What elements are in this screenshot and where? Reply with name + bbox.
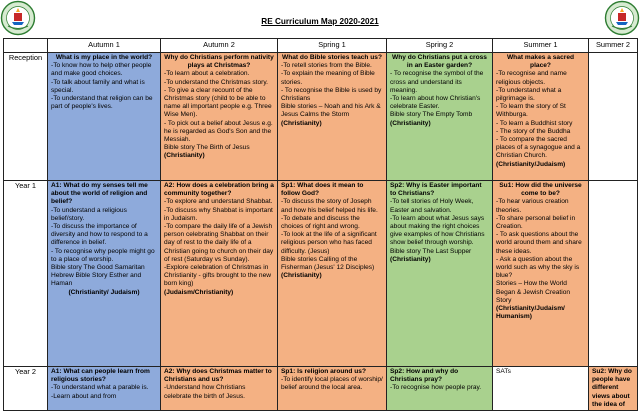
cell-religion-tag: (Christianity/ Judaism) [68, 288, 140, 296]
cell-line: -Learn about and from [51, 392, 117, 400]
cell-line: Bible story The Good Samaritan [51, 264, 145, 272]
cell-reception-spring-1 [278, 53, 387, 181]
document-title: RE Curriculum Map 2020-2021 [261, 17, 379, 26]
header-spring-2: Spring 2 [387, 39, 493, 53]
cell-line: -To learn about what Jesus says about making the right choices give examples of how Christians show belief through worship. [390, 214, 485, 247]
cell-line: Bible story The Birth of Jesus [164, 144, 250, 152]
cell-question: A2: How does a celebration bring a community together? [164, 182, 274, 198]
cell-question: Why do Christians put a cross in an Easter garden? [392, 54, 487, 70]
cell-line: - Ask a question about the world such as why the sky is blue? [496, 255, 580, 280]
cell-line: -To recognise and name religious objects. [496, 70, 567, 86]
cell-line: - To learn a Buddhist story [496, 119, 573, 127]
cell-question: Sp2: Why is Easter important to Christians? [390, 182, 482, 198]
cell-line: Bible story The Last Supper [390, 247, 472, 255]
cell-line: -To retell stories from the Bible. [281, 62, 372, 70]
cell-line: -To explain the meaning of Bible stories. [281, 70, 375, 86]
cell-question: A1: What can people learn from religious stories? [51, 368, 150, 384]
cell-line: -To explore and understand Shabbat. [164, 198, 273, 206]
cell-line: -To learn about how Christian's celebrate Easter. [390, 95, 481, 111]
row-label-reception: Reception [4, 53, 48, 181]
cell-question: What is my place in the world? [55, 54, 153, 61]
cell-line: -Explore celebration of Christmas in Christianity - gifts brought to the new born king) [164, 264, 272, 288]
cell-religion-tag: (Christianity) [390, 119, 431, 127]
cell-year1-autumn-2 [161, 181, 278, 367]
cell-line: - The story of the Buddha [496, 127, 571, 135]
cell-question: Su1: How did the universe come to be? [499, 182, 582, 198]
cell-year1-summer-2 [589, 181, 638, 367]
cell-question: Sp1: What does it mean to follow God? [281, 182, 364, 198]
header-autumn-1: Autumn 1 [48, 39, 161, 53]
cell-line: Stories – How the World Began & Jewish Creation Story [496, 280, 571, 304]
cell-line: - To recognise the Bible is used by Christians [281, 86, 382, 103]
cell-line: -To know how to help other people and make good choices. [51, 62, 152, 78]
cell-line: Bible stories Calling of the Fisherman (Jesus' 12 Disciples) [281, 255, 375, 272]
cell-question: Sp2: How and why do Christians pray? [390, 368, 459, 384]
cell-year1-spring-2 [387, 181, 493, 367]
cell-line: -To understand what a pilgrimage is. [496, 86, 562, 103]
cell-year2-summer-1: SATs [493, 367, 589, 411]
cell-line: -To understand that religion can be part of people's lives. [51, 95, 153, 111]
cell-religion-tag: (Christianity) [281, 272, 322, 280]
cell-line: -To understand the Christmas story. [164, 78, 268, 86]
cell-religion-tag: (Judaism/Christianity) [164, 288, 234, 296]
cell-reception-spring-2 [387, 53, 493, 181]
cell-reception-summer-2 [589, 53, 638, 181]
cell-year1-summer-1 [493, 181, 589, 367]
cell-question: Sp1: Is religion around us? [281, 368, 366, 375]
cell-line: -To understand a religious belief/story. [51, 206, 127, 222]
cell-reception-autumn-2 [161, 53, 278, 181]
cell-line: -To recognise how people pray. [390, 384, 482, 392]
cell-religion-tag: (Christianity/Judaism) [496, 160, 566, 168]
header-row [4, 39, 638, 53]
cell-question: What makes a sacred place? [506, 54, 575, 70]
cell-line: - To ask questions about the world around them and share these ideas. [496, 231, 582, 255]
cell-line: -To compare the daily life of a Jewish person celebrating Shabbat on their day of rest to the daily life of a Christian going to church on their day of rest (Saturday vs Sunday). [164, 223, 274, 263]
cell-line: - To pick out a belief about Jesus e.g. he is regarded as God's Son and the Messiah. [164, 119, 273, 144]
cell-line: -To discuss why Shabbat is important in Judaism. [164, 206, 273, 222]
cell-line: -To discuss the story of Joseph and how his belief helped his life. [281, 198, 378, 214]
cell-line: -To talk about family and what is special. [51, 78, 145, 94]
curriculum-table [3, 38, 638, 411]
cell-religion-tag: (Christianity) [164, 152, 205, 160]
cell-line: - To recognise the symbol of the cross and understand its meaning. [390, 70, 484, 94]
cell-line: -To look at the life of a significant religious person who has faced difficulty. (Jesus) [281, 231, 377, 255]
header-summer-1: Summer 1 [493, 39, 589, 53]
cell-line: -Understand how Christians celebrate the birth of Jesus. [164, 384, 246, 400]
cell-year1-spring-1 [278, 181, 387, 367]
cell-question: Why do Christians perform nativity plays at Christmas? [164, 54, 274, 70]
cell-line: -To share personal belief in Creation. [496, 214, 576, 231]
cell-line: - To learn the story of St Withburga. [496, 103, 566, 119]
cell-religion-tag: (Christianity) [390, 255, 431, 263]
cell-line: Bible stories – Noah and his Ark & Jesus Calms the Storm [281, 103, 381, 119]
cell-question: A2: Why does Christmas matter to Christians and us? [164, 368, 272, 384]
cell-line: -To discuss the importance of diversity and how to respond to a difference in belief. [51, 223, 148, 247]
cell-religion-tag: (Christianity/Judaism/ Humanism) [496, 305, 565, 321]
cell-year1-autumn-1 [48, 181, 161, 367]
cell-line: -To understand what a parable is. [51, 384, 149, 392]
row-label-year-1: Year 1 [4, 181, 48, 367]
cell-line: -To hear various creation theories. [496, 198, 569, 214]
cell-line: -To identify local places of worship/ belief around the local area. [281, 376, 383, 392]
cell-line: - To compare the sacred places of a synagogue and a Christian Church. [496, 136, 581, 160]
cell-line: Bible story The Empty Tomb [390, 111, 473, 119]
cell-line: - To give a clear recount of the Christmas story (child to be able to name all important people e.g. Three Wise Men). [164, 86, 272, 119]
cell-line: -To learn about a celebration. [164, 70, 250, 78]
header-autumn-2: Autumn 2 [161, 39, 278, 53]
cell-question: Su2: Why do people have different views about the idea of [592, 368, 632, 408]
header-summer-2: Summer 2 [589, 39, 638, 53]
row-reception [4, 53, 638, 181]
cell-reception-autumn-1 [48, 53, 161, 181]
cell-question: A1: What do my senses tell me about the world of religion and belief? [51, 182, 148, 206]
cell-question: What do Bible stories teach us? [281, 54, 383, 61]
cell-line: -To debate and discuss the choices of right and wrong. [281, 214, 360, 231]
header-corner [4, 39, 48, 53]
row-year-1 [4, 181, 638, 367]
cell-religion-tag: (Christianity) [281, 119, 322, 127]
cell-line: - To recognise why people might go to a place of worship. [51, 247, 155, 263]
cell-line: -To tell stories of Holy Week, Easter and salvation. [390, 198, 474, 214]
header-spring-1: Spring 1 [278, 39, 387, 53]
cell-reception-summer-1 [493, 53, 589, 181]
row-label-year-2: Year 2 [4, 367, 48, 411]
cell-line: Hebrew Bible Story Esther and Haman [51, 272, 142, 288]
